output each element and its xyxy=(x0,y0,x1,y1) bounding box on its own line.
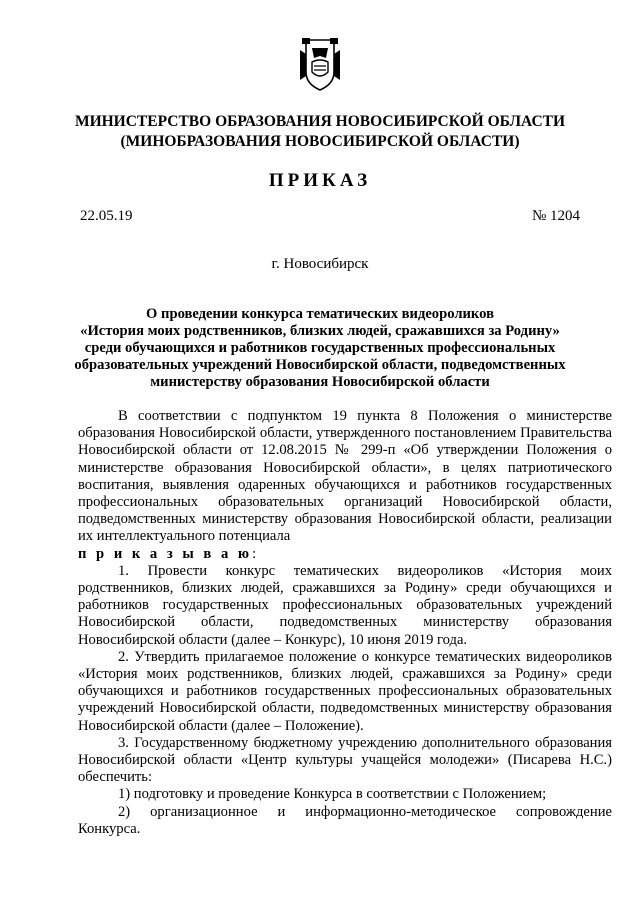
ministry-name: МИНИСТЕРСТВО ОБРАЗОВАНИЯ НОВОСИБИРСКОЙ ОБЛАСТИ xyxy=(74,113,566,130)
order-subject xyxy=(60,306,580,391)
item-3-1-paragraph: 1) подготовку и проведение Конкурса в соответствии с Положением; xyxy=(118,786,547,803)
item-3-2-paragraph: 2) организационное и информационно-методическое сопровождение Конкурса. xyxy=(78,803,612,837)
order-word: п р и к а з ы в а ю xyxy=(78,545,253,562)
order-body xyxy=(78,408,612,838)
subject-line: образовательных учреждений Новосибирской области, подведомственных xyxy=(74,357,566,373)
ministry-short-name: (МИНОБРАЗОВАНИЯ НОВОСИБИРСКОЙ ОБЛАСТИ) xyxy=(120,133,520,150)
subject-line: О проведении конкурса тематических видеороликов xyxy=(146,306,494,322)
subject-line: министерству образования Новосибирской области xyxy=(150,374,490,390)
coat-of-arms-icon xyxy=(298,36,342,94)
item-1-paragraph: 1. Провести конкурс тематических видеороликов «История моих родственников, близких людей, сражавшихся за Родину» среди обучающихся и работников государственных профессиональных образовательных учреждений Новосибирской области, подведомственных министерству образования Новосибирской области (далее – Конкурс), 10 июня 2019 года. xyxy=(78,562,612,648)
preamble-paragraph: В соответствии с подпунктом 19 пункта 8 Положения о министерстве образования Новосибирской области, утвержденного постановлением Правительства Новосибирской области от 12.08.2015 № 299-п «Об утверждении Положения о министерстве образования Новосибирской области», в целях патриотического воспитания, выявления одаренных обучающихся и работников государственных профессиональных образовательных организаций Новосибирской области, подведомственных министерству образования Новосибирской области, реализации их интеллектуального потенциала xyxy=(78,408,612,545)
order-directive xyxy=(78,546,612,563)
subject-line: среди обучающихся и работников государственных профессиональных xyxy=(84,340,556,356)
order-date: 22.05.19 xyxy=(80,208,133,224)
order-colon: : xyxy=(252,545,257,562)
order-city: г. Новосибирск xyxy=(271,256,369,272)
item-3-paragraph: 3. Государственному бюджетному учреждению дополнительного образования Новосибирской области «Центр культуры учащейся молодежи» (Писарева Н.С.) обеспечить: xyxy=(78,734,612,786)
item-2-paragraph: 2. Утвердить прилагаемое положение о конкурсе тематических видеороликов «История моих родственников, близких людей, сражавшихся за Родину» среди обучающихся и работников государственных профессиональных образовательных учреждений Новосибирской области, подведомственных министерству образования Новосибирской области (далее – Положение). xyxy=(78,648,612,734)
subject-line: «История моих родственников, близких людей, сражавшихся за Родину» xyxy=(80,323,560,339)
document-type: ПРИКАЗ xyxy=(268,170,372,191)
order-number: № 1204 xyxy=(531,208,580,224)
